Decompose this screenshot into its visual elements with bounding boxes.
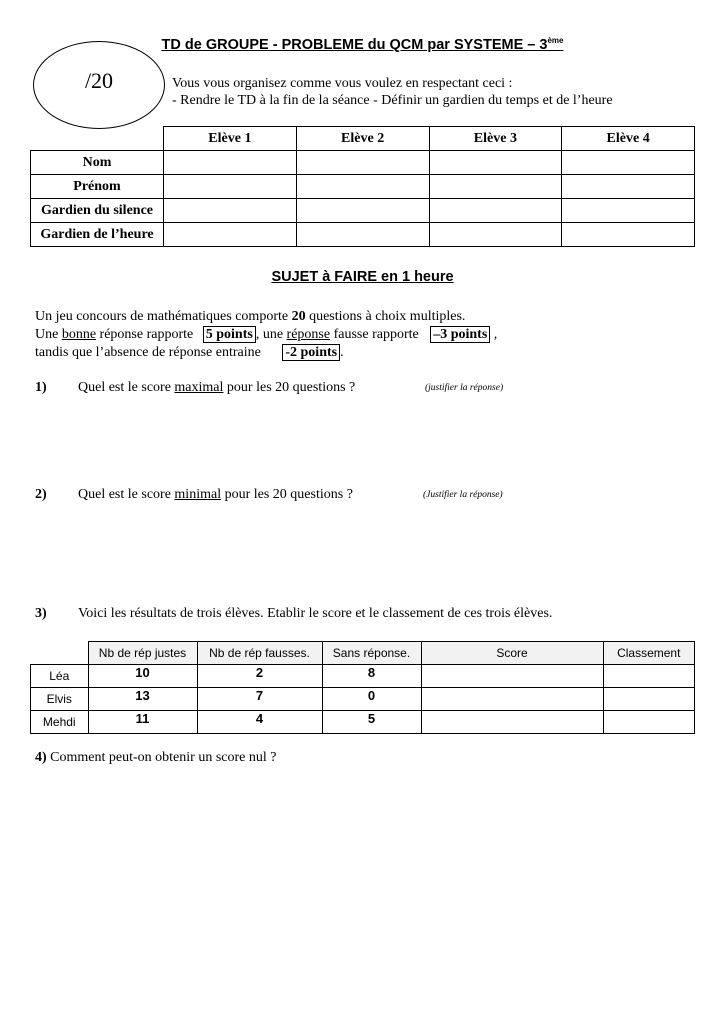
question-number: 2) — [35, 487, 47, 502]
title-superscript: ème — [547, 36, 564, 45]
table-row — [31, 688, 695, 711]
text-segment: pour les 20 questions ? — [221, 487, 353, 502]
student-name: Léa — [31, 665, 89, 688]
column-header: Elève 1 — [164, 127, 297, 151]
entry-cell[interactable] — [296, 199, 429, 223]
score-cell[interactable] — [421, 665, 603, 688]
text-segment: , une — [255, 327, 287, 342]
question-text: Voici les résultats de trois élèves. Etablir le score et le classement de ces trois élèves. — [78, 606, 553, 621]
entry-cell[interactable] — [429, 175, 562, 199]
wrong-count: 7 — [197, 688, 322, 711]
entry-cell[interactable] — [164, 175, 297, 199]
row-header: Nom — [31, 151, 164, 175]
entry-cell[interactable] — [562, 223, 695, 247]
blank-count: 8 — [322, 665, 421, 688]
question-count: 20 — [291, 309, 306, 324]
entry-cell[interactable] — [562, 151, 695, 175]
entry-cell[interactable] — [164, 199, 297, 223]
text-segment: questions à choix multiples. — [305, 309, 466, 324]
text-segment: Quel est le score — [78, 487, 175, 502]
entry-cell[interactable] — [429, 199, 562, 223]
row-header: Gardien de l’heure — [31, 223, 164, 247]
column-header: Elève 4 — [562, 127, 695, 151]
blank-count: 0 — [322, 688, 421, 711]
column-header: Nb de rép justes — [88, 642, 197, 665]
team-table — [30, 126, 695, 247]
correct-count: 13 — [88, 688, 197, 711]
text-segment: Quel est le score — [78, 380, 175, 395]
team-table-header-row — [31, 127, 695, 151]
table-row — [31, 151, 695, 175]
text-segment: Une — [35, 327, 62, 342]
correct-count: 11 — [88, 711, 197, 734]
question-2-hint: (Justifier la réponse) — [423, 490, 503, 500]
question-4 — [35, 750, 276, 766]
underlined-word: maximal — [174, 380, 224, 395]
underlined-word: minimal — [174, 487, 222, 502]
entry-cell[interactable] — [164, 151, 297, 175]
intro-line-1 — [35, 309, 465, 325]
entry-cell[interactable] — [562, 199, 695, 223]
question-1-hint: (justifier la réponse) — [425, 383, 504, 393]
entry-cell[interactable] — [562, 175, 695, 199]
text-segment: Un jeu concours de mathématiques comporte — [35, 309, 292, 324]
no-answer-points: -2 points — [282, 344, 340, 361]
column-header: Score — [421, 642, 603, 665]
table-row — [31, 175, 695, 199]
results-header-row — [31, 642, 695, 665]
text-segment: réponse rapporte — [96, 327, 197, 342]
row-header: Prénom — [31, 175, 164, 199]
correct-count: 10 — [88, 665, 197, 688]
question-2 — [35, 487, 353, 503]
instruction-line-1: Vous vous organisez comme vous voulez en respectant ceci : — [172, 76, 513, 91]
question-number: 1) — [35, 380, 47, 395]
rank-cell[interactable] — [603, 665, 695, 688]
table-corner — [31, 127, 164, 151]
subject-title: SUJET à FAIRE en 1 heure — [271, 269, 454, 285]
underlined-word: bonne — [61, 327, 97, 342]
rank-cell[interactable] — [603, 688, 695, 711]
student-name: Mehdi — [31, 711, 89, 734]
question-number: 3) — [35, 606, 47, 621]
instruction-line-2: - Rendre le TD à la fin de la séance - Définir un gardien du temps et de l’heure — [172, 93, 613, 108]
wrong-count: 2 — [197, 665, 322, 688]
intro-line-3 — [35, 345, 344, 361]
student-name: Elvis — [31, 688, 89, 711]
text-segment: , — [490, 327, 498, 342]
good-answer-points: 5 points — [203, 326, 256, 343]
wrong-answer-points: –3 points — [430, 326, 490, 343]
text-segment: tandis que l’absence de réponse entraine — [35, 345, 265, 360]
entry-cell[interactable] — [429, 151, 562, 175]
column-header: Classement — [603, 642, 695, 665]
question-number: 4) — [35, 750, 47, 765]
column-header: Elève 2 — [296, 127, 429, 151]
question-1 — [35, 380, 355, 396]
row-header: Gardien du silence — [31, 199, 164, 223]
question-text: Comment peut-on obtenir un score nul ? — [46, 750, 277, 765]
question-3 — [35, 606, 552, 622]
score-cell[interactable] — [421, 711, 603, 734]
entry-cell[interactable] — [164, 223, 297, 247]
entry-cell[interactable] — [296, 175, 429, 199]
score-ellipse — [33, 41, 165, 129]
table-row — [31, 665, 695, 688]
score-placeholder: /20 — [84, 68, 114, 93]
wrong-count: 4 — [197, 711, 322, 734]
table-row — [31, 199, 695, 223]
column-header: Nb de rép fausses. — [197, 642, 322, 665]
table-row — [31, 711, 695, 734]
entry-cell[interactable] — [296, 151, 429, 175]
results-table — [30, 641, 695, 734]
text-segment: . — [340, 345, 344, 360]
column-header: Sans réponse. — [322, 642, 421, 665]
table-row — [31, 223, 695, 247]
title-text: TD de GROUPE - PROBLEME du QCM par SYSTEME – 3 — [161, 36, 548, 53]
intro-line-2 — [35, 327, 497, 343]
blank-count: 5 — [322, 711, 421, 734]
entry-cell[interactable] — [296, 223, 429, 247]
score-cell[interactable] — [421, 688, 603, 711]
table-corner — [31, 642, 89, 665]
entry-cell[interactable] — [429, 223, 562, 247]
underlined-word: réponse — [286, 327, 331, 342]
column-header: Elève 3 — [429, 127, 562, 151]
text-segment: fausse rapporte — [330, 327, 423, 342]
text-segment: pour les 20 questions ? — [223, 380, 356, 395]
rank-cell[interactable] — [603, 711, 695, 734]
